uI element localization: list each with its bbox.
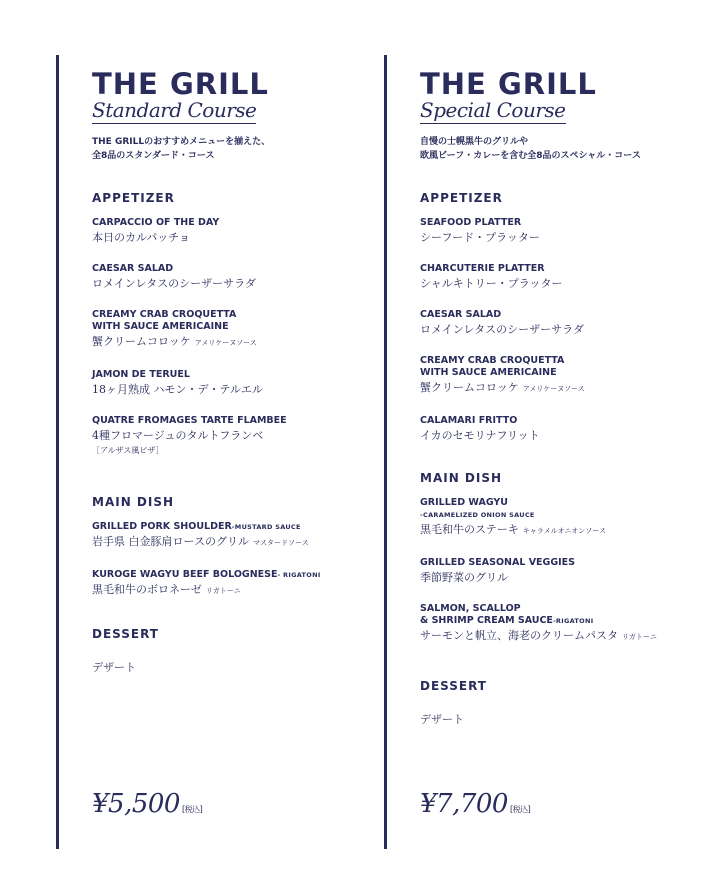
menu-item-en-sauce: -RIGATONI: [552, 617, 594, 625]
appetizer-list: [92, 217, 359, 457]
tax-note: [税込]: [181, 805, 203, 814]
menu-item-ja-text: 蟹クリームコロッケ: [420, 381, 519, 394]
course-title: THE GRILL: [420, 67, 597, 101]
main-dish-heading: MAIN DISH: [420, 471, 503, 485]
menu-item: [420, 355, 717, 397]
menu-item-en: QUATRE FROMAGES TARTE FLAMBEE: [92, 415, 287, 426]
menu-item-en-sauce: -MUSTARD SAUCE: [231, 523, 301, 531]
menu-item-sauce: アメリケーヌソース: [522, 385, 585, 393]
menu-item-ja: ロメインレタスのシーザーサラダ: [420, 323, 584, 336]
menu-item: [92, 569, 359, 599]
menu-item: [92, 217, 359, 245]
dessert-text: デザート: [420, 713, 464, 726]
menu-item-en-text: GRILLED WAGYU: [420, 497, 509, 508]
main-dish-list: [92, 521, 359, 599]
menu-item-en: CARPACCIO OF THE DAY: [92, 217, 220, 228]
menu-item: [92, 263, 359, 291]
menu-item-en: [92, 569, 359, 581]
menu-item-en: SEAFOOD PLATTER: [420, 217, 522, 228]
menu-item-ja: [92, 582, 359, 599]
menu-item-sauce: リガトーニ: [622, 633, 657, 641]
menu-item-en-text: SALMON, SCALLOP & SHRIMP CREAM SAUCE: [420, 603, 553, 626]
menu-item-ja-text: 岩手県 白金豚肩ロースのグリル: [92, 535, 249, 548]
menu-item-ja-text: 蟹クリームコロッケ: [92, 335, 191, 348]
special-course-column: [384, 55, 717, 849]
menu-item-ja: ロメインレタスのシーザーサラダ: [92, 277, 256, 290]
menu-item-ja: 18ヶ月熟成 ハモン・デ・テルエル: [92, 383, 263, 396]
menu-item-en: CAESAR SALAD: [420, 309, 502, 320]
price: [420, 789, 530, 819]
menu-item-en: CALAMARI FRITTO: [420, 415, 518, 426]
main-dish-list: [420, 497, 717, 645]
menu-item-ja: シーフード・プラッター: [420, 231, 540, 244]
menu-item-en-sauce: - RIGATONI: [277, 571, 321, 579]
menu-item: [92, 369, 359, 397]
menu-item-ja: 季節野菜のグリル: [420, 571, 508, 584]
price-amount: ¥5,500: [92, 789, 180, 819]
menu-item-ja-text: 黒毛和牛のボロネーゼ: [92, 583, 202, 596]
menu-item-ja: シャルキトリー・プラッター: [420, 277, 563, 290]
menu-item-ja: [92, 428, 359, 457]
menu-item: [92, 309, 359, 351]
menu-item-en-text: KUROGE WAGYU BEEF BOLOGNESE: [92, 569, 278, 580]
price-amount: ¥7,700: [420, 789, 508, 819]
dessert-heading: DESSERT: [420, 679, 487, 693]
menu-item-ja: [92, 534, 359, 551]
menu-item: [420, 263, 717, 291]
menu-item-en: CAESAR SALAD: [92, 263, 174, 274]
course-description: 自慢の士幌黒牛のグリルや 欧風ビーフ・カレーを含む全8品のスペシャル・コース: [420, 137, 641, 161]
menu-item-ja: [420, 522, 717, 539]
standard-course-content: [92, 55, 359, 675]
dessert-heading: DESSERT: [92, 627, 159, 641]
menu-item: [420, 557, 717, 585]
menu-item-ja: 本日のカルパッチョ: [92, 231, 190, 244]
menu-item-sauce: リガトーニ: [205, 587, 241, 595]
appetizer-heading: APPETIZER: [92, 191, 175, 205]
menu-item-sauce: マスタードソース: [252, 539, 309, 547]
menu-item-ja-text: 黒毛和牛のステーキ: [420, 523, 519, 536]
menu-item-ja-text: サーモンと帆立、海老のクリームパスタ: [420, 629, 618, 642]
menu-item-sauce: キャラメルオニオンソース: [522, 527, 606, 535]
menu-item-en: [420, 497, 717, 521]
menu-item-en: JAMON DE TERUEL: [92, 369, 190, 380]
menu-item-en: [92, 521, 359, 533]
main-dish-heading: MAIN DISH: [92, 495, 175, 509]
menu-item: [420, 603, 717, 645]
menu-item: [92, 415, 359, 457]
menu-item-en-sauce: -CARAMELIZED ONION SAUCE: [420, 511, 535, 519]
price: [92, 789, 202, 819]
menu-item: [420, 309, 717, 337]
menu-item: [420, 217, 717, 245]
course-subtitle-text: Standard Course: [92, 98, 257, 122]
dessert-text: デザート: [92, 661, 136, 674]
menu-item-ja: [92, 334, 359, 351]
special-course-content: [420, 55, 717, 727]
standard-course-column: [56, 55, 359, 849]
menu-item-ja: [420, 628, 717, 645]
menu-item-en: [420, 603, 717, 627]
menu-item-sauce: アメリケーヌソース: [194, 339, 257, 347]
menu-item-en: GRILLED SEASONAL VEGGIES: [420, 557, 576, 568]
menu-item: [420, 497, 717, 539]
menu-item-ja-text: 4種フロマージュのタルトフランベ: [92, 429, 264, 442]
menu-item: [420, 415, 717, 443]
tax-note: [税込]: [509, 805, 531, 814]
menu-item-en: CREAMY CRAB CROQUETTA WITH SAUCE AMERICAINE: [420, 355, 565, 378]
course-title: THE GRILL: [92, 67, 269, 101]
menu-item-note: ［アルザス風ピザ］: [92, 446, 164, 455]
course-subtitle: [420, 99, 717, 121]
menu-item: [92, 521, 359, 551]
course-description: THE GRILLのおすすめメニューを揃えた、 全8品のスタンダード・コース: [92, 137, 271, 161]
menu-item-ja: イカのセモリナフリット: [420, 429, 540, 442]
menu-item-ja: [420, 380, 717, 397]
menu-item-en: CREAMY CRAB CROQUETTA WITH SAUCE AMERICAINE: [92, 309, 237, 332]
menu-item-en: CHARCUTERIE PLATTER: [420, 263, 545, 274]
appetizer-list: [420, 217, 717, 443]
course-subtitle-text: Special Course: [420, 98, 566, 122]
menu-item-en-text: GRILLED PORK SHOULDER: [92, 521, 232, 532]
appetizer-heading: APPETIZER: [420, 191, 503, 205]
course-subtitle: [92, 99, 359, 121]
